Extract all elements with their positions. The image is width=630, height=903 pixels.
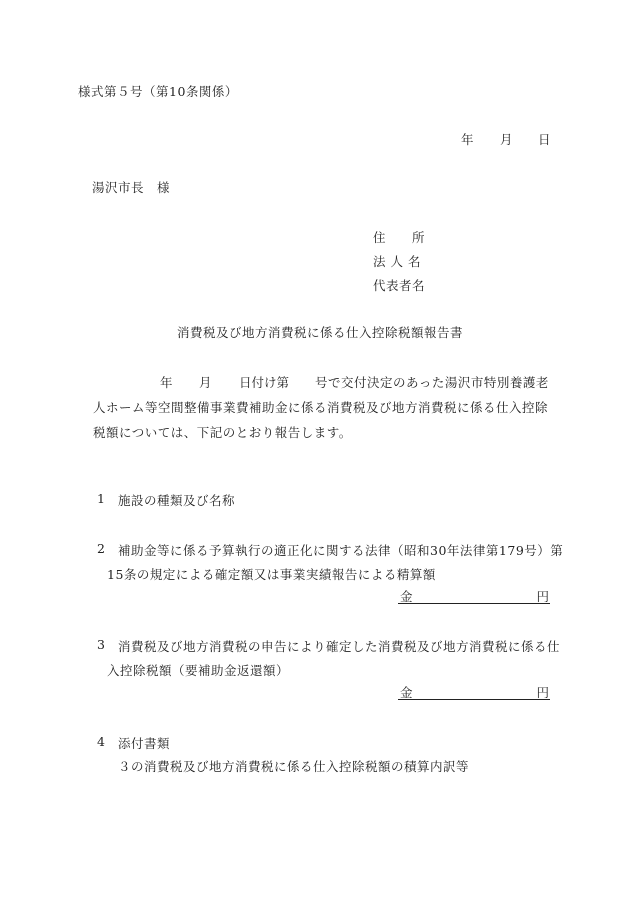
intro-date-rest: 日付け第 — [239, 375, 290, 390]
document-title: 消費税及び地方消費税に係る仕入控除税額報告書 — [177, 325, 464, 340]
date-day: 日 — [538, 132, 551, 147]
date-month: 月 — [500, 132, 513, 147]
item-2-text-line1: 補助金等に係る予算執行の適正化に関する法律（昭和30年法律第179号）第 — [118, 543, 564, 558]
item-1-number: 1 — [97, 491, 105, 506]
item-3-amount-prefix: 金 — [400, 685, 413, 700]
intro-line2: 人ホーム等空間整備事業費補助金に係る消費税及び地方消費税に係る仕入控除 — [93, 400, 549, 415]
item-2-amount-prefix: 金 — [400, 589, 413, 604]
item-1-text: 施設の種類及び名称 — [118, 493, 236, 508]
addressee: 湯沢市長 様 — [92, 180, 171, 195]
representative-label: 代表者名 — [373, 278, 426, 293]
item-2-amount-field — [398, 587, 550, 604]
intro-line3: 税額については、下記のとおり報告します。 — [93, 425, 352, 440]
item-3-amount-field — [398, 683, 550, 700]
item-3-text-line1: 消費税及び地方消費税の申告により確定した消費税及び地方消費税に係る仕 — [118, 639, 561, 654]
intro-year: 年 — [160, 375, 173, 390]
item-3-text-line2: 入控除税額（要補助金返還額） — [107, 663, 290, 678]
item-2-amount-suffix: 円 — [536, 589, 549, 604]
item-2-text-line2: 15条の規定による確定額又は事業実績報告による精算額 — [107, 567, 436, 582]
item-4-number: 4 — [97, 734, 105, 749]
intro-line1-tail: 号で交付決定のあった湯沢市特別養護老 — [315, 375, 549, 390]
address-label: 住 所 — [373, 230, 426, 245]
item-3-amount-suffix: 円 — [536, 685, 549, 700]
date-year: 年 — [461, 132, 474, 147]
intro-month: 月 — [199, 375, 212, 390]
corporation-name-label: 法 人 名 — [373, 254, 421, 269]
item-4-sub: ３の消費税及び地方消費税に係る仕入控除税額の積算内訳等 — [118, 759, 470, 774]
form-number-label: 様式第５号（第10条関係） — [78, 84, 238, 99]
item-4-text: 添付書類 — [118, 736, 171, 751]
item-3-number: 3 — [97, 637, 105, 652]
item-2-number: 2 — [97, 541, 105, 556]
